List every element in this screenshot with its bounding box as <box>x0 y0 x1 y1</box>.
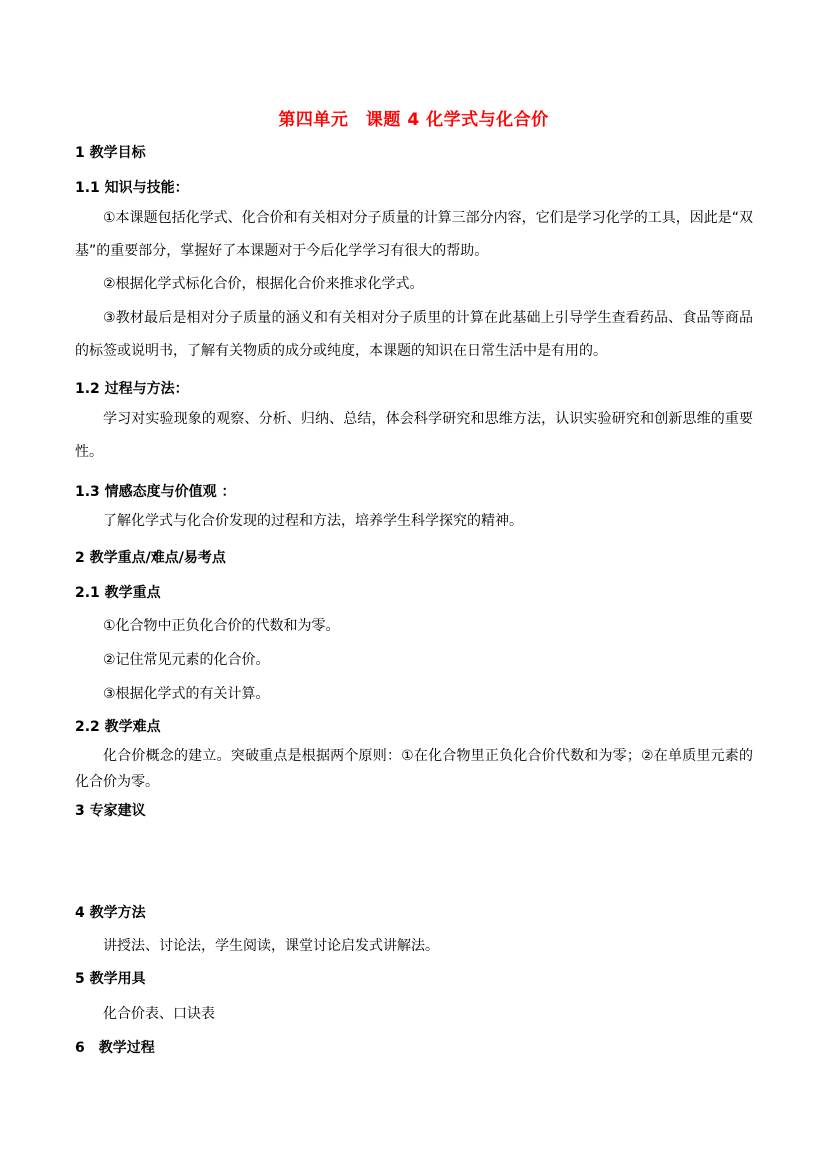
paragraph-knowledge-2: ②根据化学式标化合价，根据化合价来推求化学式。 <box>103 276 424 292</box>
subsection-heading-2-1: 2.1 教学重点 <box>75 585 161 601</box>
subsection-heading-1-1: 1.1 知识与技能： <box>75 180 189 196</box>
paragraph-process-method: 学习对实验现象的观察、分析、归纳、总结，体会科学研究和思维方法，认识实验研究和创新思维的重要性。 <box>75 411 753 460</box>
paragraph-teaching-method: 讲授法、讨论法，学生阅读，课堂讨论启发式讲解法。 <box>103 938 439 954</box>
subsection-heading-1-3: 1.3 情感态度与价值观 ： <box>75 484 236 500</box>
section-heading-2: 2 教学重点/难点/易考点 <box>75 550 226 566</box>
subsection-heading-2-2: 2.2 教学难点 <box>75 719 161 735</box>
section-heading-3: 3 专家建议 <box>75 803 146 819</box>
section-heading-5: 5 教学用具 <box>75 971 146 987</box>
paragraph-knowledge-3: ③教材最后是相对分子质量的涵义和有关相对分子质里的计算在此基础上引导学生查看药品、食品等商品的标签或说明书，了解有关物质的成分或纯度，本课题的知识在日常生活中是有用的。 <box>75 310 753 359</box>
section-heading-1: 1 教学目标 <box>75 145 146 161</box>
paragraph-knowledge-1: ①本课题包括化学式、化合价和有关相对分子质量的计算三部分内容，它们是学习化学的工具，因此是“双基”的重要部分，掌握好了本课题对于今后化学学习有很大的帮助。 <box>75 210 753 259</box>
key-point-2: ②记住常见元素的化合价。 <box>103 652 270 668</box>
section-heading-4: 4 教学方法 <box>75 905 146 921</box>
key-point-3: ③根据化学式的有关计算。 <box>103 686 270 702</box>
key-point-1: ①化合物中正负化合价的代数和为零。 <box>103 618 340 634</box>
subsection-heading-1-2: 1.2 过程与方法： <box>75 381 189 397</box>
section-heading-6: 6 教学过程 <box>75 1040 155 1056</box>
paragraph-difficulty: 化合价概念的建立。突破重点是根据两个原则：①在化合物里正负化合价代数和为零；②在单质里元素的化合价为零。 <box>75 748 753 790</box>
document-title: 第四单元 课题 4 化学式与化合价 <box>278 110 549 130</box>
paragraph-attitude-values: 了解化学式与化合价发现的过程和方法，培养学生科学探究的精神。 <box>103 513 523 529</box>
paragraph-teaching-tools: 化合价表、口诀表 <box>103 1006 215 1022</box>
